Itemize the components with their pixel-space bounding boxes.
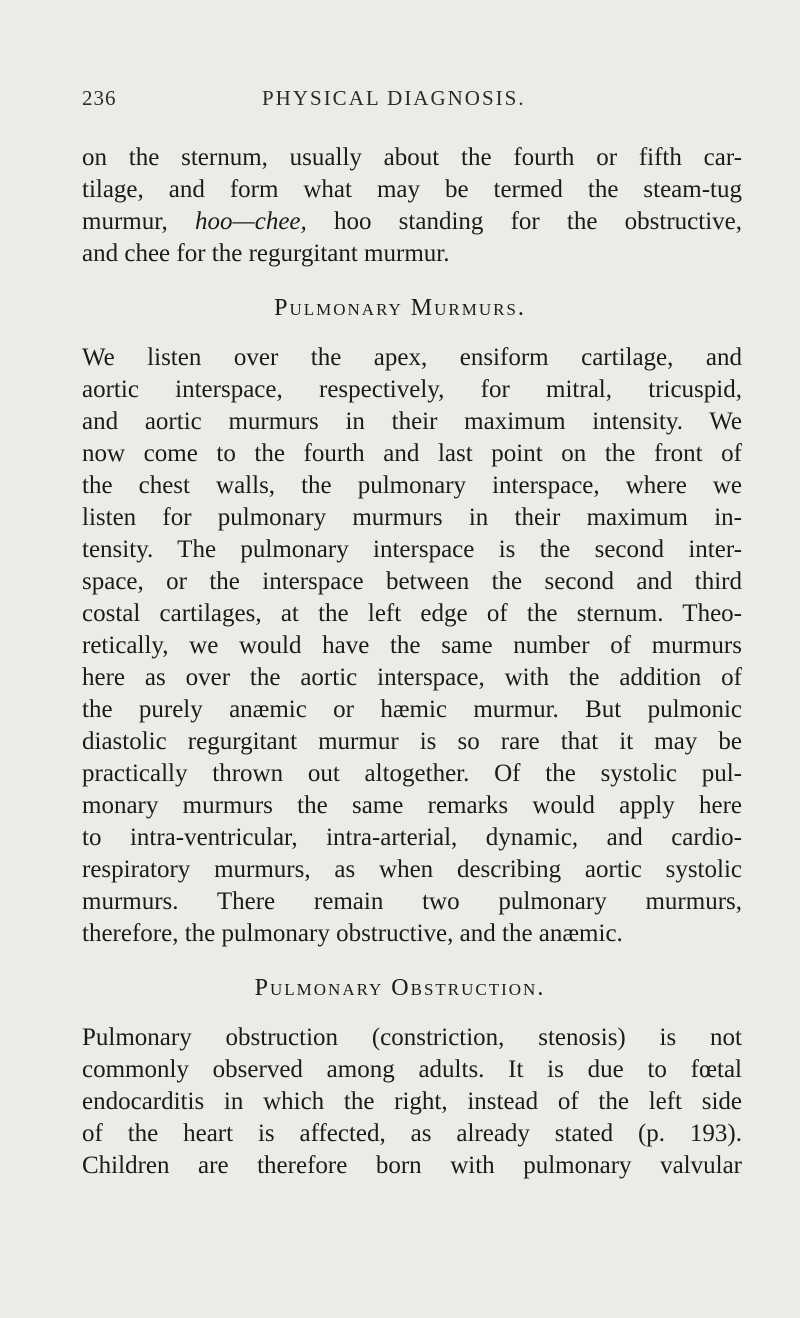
text-line: costal cartilages, at the left edge of the sternum. Theo- [82, 600, 742, 627]
text-line: listen for pulmonary murmurs in their maximum in- [82, 504, 742, 531]
text-line: now come to the fourth and last point on the front of [82, 440, 742, 467]
text-line: monary murmurs the same remarks would apply here [82, 792, 742, 819]
text-line: space, or the interspace between the second and third [82, 568, 742, 595]
text-span: murmur, [82, 208, 195, 235]
text-line: We listen over the apex, ensiform cartilage, and [82, 344, 742, 371]
text-line: to intra-ventricular, intra-arterial, dynamic, and cardio- [82, 824, 742, 851]
text-line: diastolic regurgitant murmur is so rare that it may be [82, 728, 742, 755]
text-line: tilage, and form what may be termed the steam-tug [82, 176, 742, 203]
text-line: of the heart is affected, as already stated (p. 193). [82, 1120, 742, 1147]
text-line: here as over the aortic interspace, with the addition of [82, 664, 742, 691]
text-line: murmurs. There remain two pulmonary murmurs, [82, 888, 742, 915]
text-line: practically thrown out altogether. Of the systolic pul- [82, 760, 742, 787]
text-span: hoo standing for the obstructive, [306, 208, 743, 235]
text-line: and aortic murmurs in their maximum intensity. We [82, 408, 742, 435]
running-head [82, 86, 722, 116]
page-number: 236 [82, 86, 117, 110]
text-line: therefore, the pulmonary obstructive, and the anæmic. [82, 920, 623, 947]
text-line: tensity. The pulmonary interspace is the second inter- [82, 536, 742, 563]
text-line: commonly observed among adults. It is due to fœtal [82, 1056, 742, 1083]
text-line: on the sternum, usually about the fourth or fifth car- [82, 144, 742, 171]
text-line: and chee for the regurgitant murmur. [82, 240, 450, 267]
text-line: the purely anæmic or hæmic murmur. But pulmonic [82, 696, 742, 723]
italic-text: hoo—chee, [195, 208, 307, 235]
section-heading: Pulmonary Murmurs. [274, 295, 526, 321]
text-line: respiratory murmurs, as when describing aortic systolic [82, 856, 742, 883]
text-line: Children are therefore born with pulmonary valvular [82, 1152, 742, 1179]
text-line: retically, we would have the same number of murmurs [82, 632, 742, 659]
text-line: endocarditis in which the right, instead of the left side [82, 1088, 742, 1115]
section-heading: Pulmonary Obstruction. [254, 975, 546, 1001]
text-line: Pulmonary obstruction (constriction, stenosis) is not [82, 1024, 742, 1051]
text-line: the chest walls, the pulmonary interspace, where we [82, 472, 742, 499]
text-line-with-italic [82, 206, 742, 238]
text-line: aortic interspace, respectively, for mitral, tricuspid, [82, 376, 742, 403]
running-head-title: PHYSICAL DIAGNOSIS. [262, 86, 526, 110]
